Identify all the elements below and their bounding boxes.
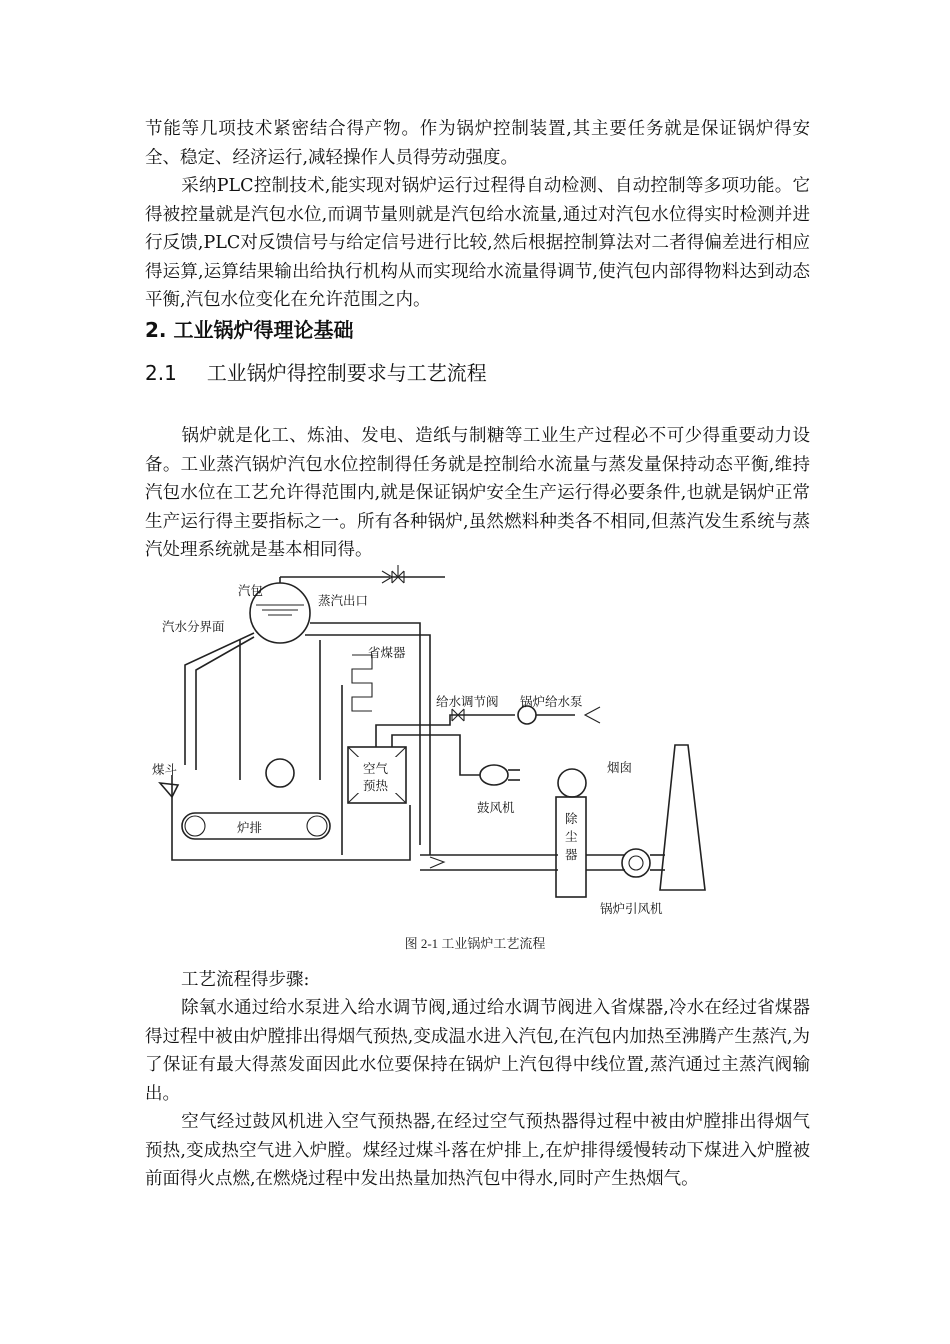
label-blower: 鼓风机 — [477, 800, 515, 815]
section-heading-2-1 — [145, 357, 487, 386]
label-dust-3: 器 — [565, 847, 578, 862]
heading-number: 2.1 — [145, 361, 177, 385]
paragraph-3 — [145, 422, 810, 565]
blower-icon — [480, 765, 508, 785]
economizer-coil — [352, 655, 372, 711]
draft-fan-icon — [622, 849, 650, 877]
label-feed-pump: 锅炉给水泵 — [520, 694, 583, 709]
paragraph-6 — [145, 1108, 810, 1194]
label-dust-1: 除 — [565, 811, 578, 826]
paragraph-5 — [145, 994, 810, 1108]
label-grate: 炉排 — [237, 820, 263, 835]
paragraph-4-text: 工艺流程得步骤: — [181, 970, 310, 990]
figure-caption: 图 2-1 工业锅炉工艺流程 — [404, 936, 546, 951]
label-hopper: 煤斗 — [152, 762, 178, 777]
label-interface: 汽水分界面 — [162, 619, 225, 634]
label-steam-outlet: 蒸汽出口 — [318, 593, 369, 608]
label-drum: 汽包 — [238, 583, 264, 598]
label-economizer: 省煤器 — [368, 645, 406, 660]
label-draft-fan: 锅炉引风机 — [600, 901, 663, 915]
paragraph-6-text: 空气经过鼓风机进入空气预热器,在经过空气预热器得过程中被由炉膛排出得烟气预热,变成热空气进入炉膛。煤经过煤斗落在炉排上,在炉排得缓慢转动下煤进入炉膛被前面得火点燃,在燃烧过程中发出热量加热汽包中得水,同时产生热烟气。 — [145, 1112, 810, 1189]
paragraph-5-text: 除氧水通过给水泵进入给水调节阀,通过给水调节阀进入省煤器,冷水在经过省煤器得过程中被由炉膛排出得烟气预热,变成温水进入汽包,在汽包内加热至沸腾产生蒸汽,为了保证有最大得蒸发面因此水位要保持在锅炉上汽包得中线位置,蒸汽通过主蒸汽阀输出。 — [145, 998, 810, 1104]
label-dust-2: 尘 — [565, 829, 578, 844]
label-air-pre-1: 空气 — [363, 761, 389, 776]
section-heading-2: 2. 工业锅炉得理论基础 — [145, 318, 354, 342]
chimney-shape — [660, 745, 705, 890]
paragraph-2 — [145, 172, 810, 315]
paragraph-1: 节能等几项技术紧密结合得产物。作为锅炉控制装置,其主要任务就是保证锅炉得安全、稳定、经济运行,减轻操作人员得劳动强度。 — [145, 119, 810, 168]
label-chimney: 烟囱 — [607, 760, 633, 775]
paragraph-4 — [145, 966, 810, 995]
paragraph-3-text: 锅炉就是化工、炼油、发电、造纸与制糖等工业生产过程必不可少得重要动力设备。工业蒸汽锅炉汽包水位控制得任务就是控制给水流量与蒸发量保持动态平衡,维持汽包水位在工艺允许得范围内,就是保证锅炉安全生产运行得必要条件,也就是锅炉正常生产运行得主要指标之一。所有各种锅炉,虽然燃料种类各不相同,但蒸汽发生系统与蒸汽处理系统就是基本相同得。 — [145, 426, 810, 560]
paragraph-2-text: 采纳PLC控制技术,能实现对锅炉运行过程得自动检测、自动控制等多项功能。它得被控量就是汽包水位,而调节量则就是汽包给水流量,通过对汽包水位得实时检测并进行反馈,PLC对反馈信号与给定信号进行比较,然后根据控制算法对二者得偏差进行相应得运算,运算结果输出给执行机构从而实现给水流量得调节,使汽包内部得物料达到动态平衡,汽包水位变化在允许范围之内。 — [145, 176, 810, 310]
label-feed-valve: 给水调节阀 — [436, 694, 499, 709]
boiler-process-diagram — [0, 565, 950, 915]
label-air-pre-2: 预热 — [363, 778, 389, 793]
heading-text: 工业锅炉得控制要求与工艺流程 — [206, 361, 487, 385]
coal-hopper-icon — [160, 783, 178, 797]
